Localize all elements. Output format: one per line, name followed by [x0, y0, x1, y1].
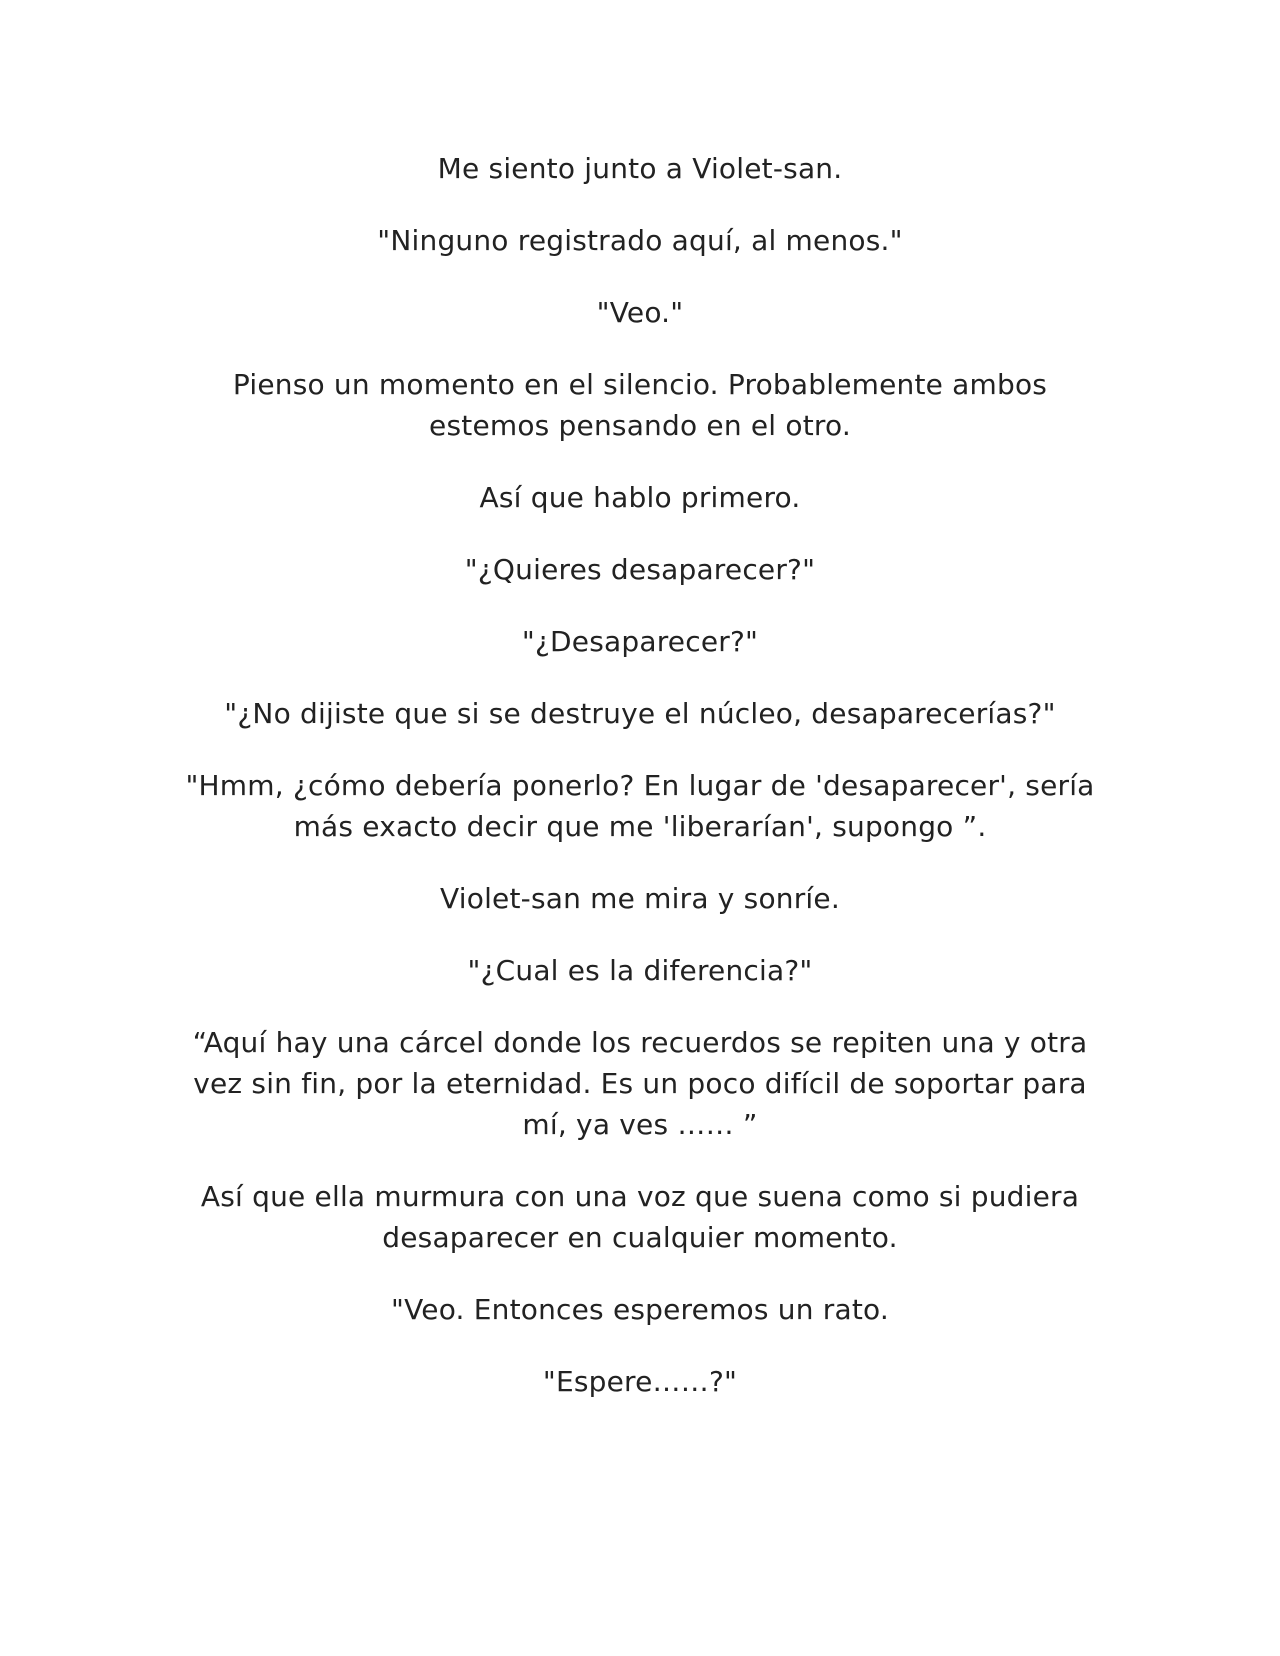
- document-body: [180, 148, 1100, 1433]
- paragraph: Pienso un momento en el silencio. Probablemente ambos estemos pensando en el otro.: [232, 368, 1048, 442]
- paragraph: "Ninguno registrado aquí, al menos.": [377, 224, 903, 257]
- paragraph: "¿Desaparecer?": [521, 625, 759, 658]
- paragraph: "Espere……?": [542, 1365, 738, 1398]
- paragraph: “Aquí hay una cárcel donde los recuerdos se repiten una y otra vez sin fin, por la eternidad. Es un poco difícil de soportar para mí, ya ves …… ”: [192, 1026, 1088, 1141]
- paragraph: "¿Quieres desaparecer?": [464, 553, 816, 586]
- paragraph: "¿Cual es la diferencia?": [467, 954, 813, 987]
- paragraph: "¿No dijiste que si se destruye el núcleo, desaparecerías?": [224, 697, 1056, 730]
- paragraph: Así que ella murmura con una voz que suena como si pudiera desaparecer en cualquier momento.: [200, 1180, 1080, 1254]
- paragraph: "Veo.": [596, 296, 684, 329]
- paragraph: Violet-san me mira y sonríe.: [440, 882, 840, 915]
- paragraph: Así que hablo primero.: [479, 481, 801, 514]
- paragraph: "Hmm, ¿cómo debería ponerlo? En lugar de 'desaparecer', sería más exacto decir que me 'liberarían', supongo ”.: [185, 769, 1095, 843]
- paragraph: Me siento junto a Violet-san.: [437, 152, 843, 185]
- paragraph: "Veo. Entonces esperemos un rato.: [391, 1293, 889, 1326]
